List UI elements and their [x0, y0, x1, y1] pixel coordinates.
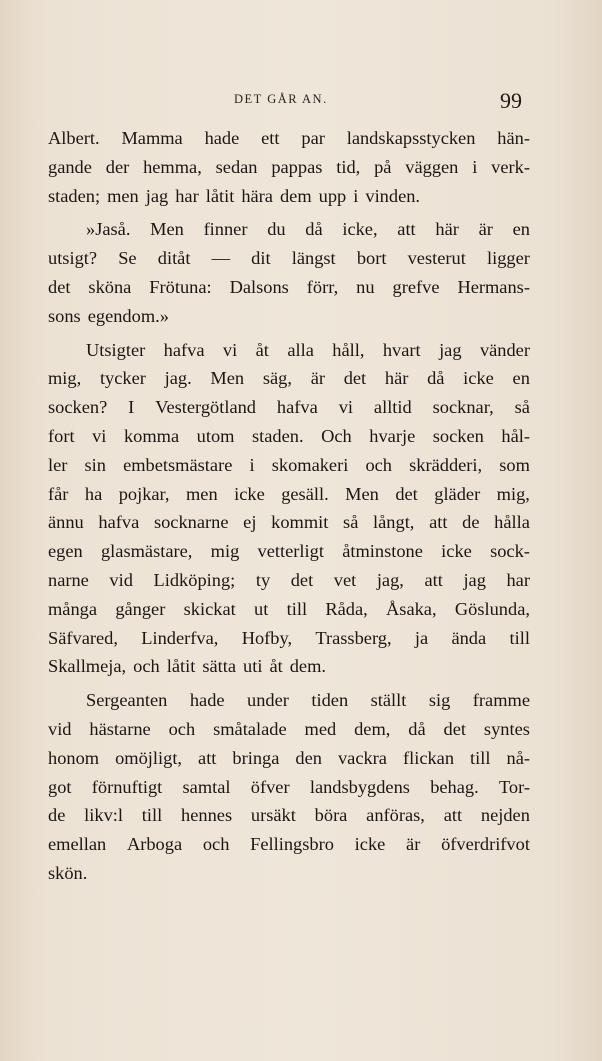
text-line	[48, 336, 530, 365]
word: honom	[48, 747, 100, 768]
word: socknar,	[432, 397, 494, 418]
word: en	[512, 368, 530, 389]
word: grefve	[392, 276, 440, 297]
word: många	[48, 598, 98, 619]
word: så	[343, 512, 359, 533]
word: Lidköping;	[153, 569, 236, 590]
word: ligger	[486, 248, 530, 269]
word: sedan	[215, 156, 258, 177]
word: socknarne	[153, 512, 229, 533]
text-line	[48, 244, 530, 273]
word: de	[462, 512, 480, 533]
word: så	[514, 397, 530, 418]
word: ursäkt	[250, 805, 296, 826]
word: Men	[150, 219, 184, 240]
word: »Jaså.	[86, 219, 131, 240]
word: låtit	[205, 185, 235, 206]
word: det	[48, 276, 71, 297]
word: småtalade	[213, 718, 287, 739]
word: då	[408, 718, 426, 739]
word: anföras,	[366, 805, 425, 826]
word: icke,	[342, 219, 378, 240]
word: Skallmeja,	[48, 656, 127, 677]
word: syntes	[483, 718, 530, 739]
word: gånger	[115, 598, 166, 619]
word: håll,	[332, 339, 365, 360]
word: landsbygdens	[309, 776, 410, 797]
word: gande	[48, 156, 92, 177]
word: bringa	[232, 747, 280, 768]
word: utom	[196, 425, 235, 446]
word: egen	[48, 541, 83, 562]
word: att	[443, 805, 463, 826]
word: staden.	[251, 425, 304, 446]
word: upp	[318, 185, 347, 206]
word: här	[435, 219, 459, 240]
word: vi	[338, 397, 353, 418]
word: åt	[269, 656, 283, 677]
word: fort	[48, 425, 75, 446]
word: icke	[354, 834, 386, 855]
word: staden;	[48, 185, 101, 206]
word: Frötuna:	[149, 276, 212, 297]
word: har	[175, 185, 199, 206]
word: men	[107, 185, 139, 206]
word: verk-	[491, 156, 530, 177]
word: väggen	[405, 156, 459, 177]
word: förr,	[306, 276, 339, 297]
word: får	[48, 483, 69, 504]
word: Hofby,	[241, 627, 293, 648]
text-line	[48, 801, 530, 830]
page-header	[48, 88, 522, 118]
word: hvarje	[369, 425, 416, 446]
word: det	[395, 483, 418, 504]
text-line	[48, 773, 530, 802]
word: men	[185, 483, 218, 504]
word: hade	[189, 690, 225, 711]
word: nejden	[480, 805, 530, 826]
word: vet	[333, 569, 357, 590]
word: sin	[84, 454, 106, 475]
word: alla	[287, 339, 314, 360]
word: Dalsons	[229, 276, 289, 297]
word: sköna	[88, 276, 132, 297]
word: hän-	[497, 128, 530, 148]
word: låtit	[166, 656, 196, 677]
word: uti	[243, 656, 263, 677]
word: omöjligt,	[115, 747, 183, 768]
text-line	[48, 537, 530, 566]
word: Tor-	[498, 776, 530, 797]
word: vesterut	[407, 248, 466, 269]
text-line	[48, 652, 530, 681]
word: ett	[261, 128, 280, 148]
word: ut	[254, 598, 269, 619]
word: Sergeanten	[86, 690, 168, 711]
word: hafva	[163, 339, 205, 360]
word: hemma,	[143, 156, 202, 177]
word: långt,	[373, 512, 415, 533]
text-line	[48, 364, 530, 393]
word: du	[267, 219, 286, 240]
word: vid	[109, 569, 133, 590]
word: sons	[48, 305, 81, 326]
word: icke	[441, 541, 472, 562]
word: längst	[291, 248, 336, 269]
word: pojkar,	[118, 483, 170, 504]
text-line	[48, 215, 530, 244]
text-line	[48, 686, 530, 715]
word: att	[429, 512, 448, 533]
word: icke	[463, 368, 494, 389]
word: sig	[428, 690, 451, 711]
text-line	[48, 182, 530, 211]
word: Men	[210, 368, 245, 389]
word: Men	[345, 483, 379, 504]
word: att	[198, 747, 217, 768]
word: öfverdrifvot	[441, 834, 530, 855]
word: och	[202, 834, 230, 855]
text-line	[48, 595, 530, 624]
word: jag	[439, 339, 462, 360]
word: par	[301, 128, 325, 148]
word: då	[305, 219, 323, 240]
word: skickat	[183, 598, 236, 619]
word: nå-	[506, 747, 530, 768]
text-line	[48, 508, 530, 537]
text-line	[48, 715, 530, 744]
running-title: DET GÅR AN.	[234, 92, 328, 106]
word: kommit	[271, 512, 329, 533]
text-line	[48, 480, 530, 509]
text-line	[48, 624, 530, 653]
word: som	[499, 454, 530, 475]
text-line	[48, 124, 530, 153]
word: säg,	[262, 368, 292, 389]
word: komma	[123, 425, 180, 446]
word: jag.	[164, 368, 192, 389]
word: mig	[210, 541, 240, 562]
word: det	[443, 718, 466, 739]
word: mig,	[48, 368, 82, 389]
text-line	[48, 451, 530, 480]
word: till	[141, 805, 163, 826]
word: Hermans-	[457, 276, 530, 297]
word: Utsigter	[86, 339, 146, 360]
word: dem.	[289, 656, 326, 677]
word: vi	[92, 425, 107, 446]
word: till	[509, 627, 530, 648]
word: ty	[255, 569, 271, 590]
word: har	[506, 569, 530, 590]
word: ända	[451, 627, 487, 648]
word: tiden	[311, 690, 349, 711]
word: då	[427, 368, 445, 389]
word: med	[304, 718, 337, 739]
word: skön.	[48, 862, 88, 883]
word: här	[384, 368, 409, 389]
word: ställt	[370, 690, 407, 711]
word: Se	[118, 248, 137, 269]
text-line	[48, 830, 530, 859]
word: åtminstone	[342, 541, 423, 562]
word: hennes	[181, 805, 233, 826]
word: got	[48, 776, 72, 797]
word: och	[133, 656, 160, 677]
word: att	[424, 569, 443, 590]
word: är	[478, 219, 493, 240]
text-line	[48, 566, 530, 595]
word: öfver	[250, 776, 290, 797]
word: och	[168, 718, 196, 739]
word: och	[365, 454, 392, 475]
word: skomakeri	[271, 454, 349, 475]
word: ler	[48, 454, 68, 475]
word: samtal	[182, 776, 231, 797]
word: en	[512, 219, 530, 240]
word: vi	[222, 339, 238, 360]
word: hålla	[494, 512, 530, 533]
text-line	[48, 393, 530, 422]
text-line	[48, 744, 530, 773]
word: tycker	[99, 368, 146, 389]
word: mig,	[496, 483, 530, 504]
word: ja	[414, 627, 429, 648]
word: framme	[472, 690, 530, 711]
word: bort	[356, 248, 387, 269]
text-line	[48, 273, 530, 302]
body-text	[48, 124, 530, 888]
word: jag	[145, 185, 169, 206]
word: hvart	[382, 339, 421, 360]
word: till	[470, 747, 491, 768]
page-number: 99	[500, 88, 522, 113]
word: —	[211, 248, 230, 269]
word: dem	[279, 185, 312, 206]
text-line	[48, 302, 530, 331]
word: Arboga	[126, 834, 183, 855]
word: det	[290, 569, 314, 590]
word: Göslunda,	[454, 598, 530, 619]
word: tid,	[336, 156, 361, 177]
word: de	[48, 805, 66, 826]
word: likv:l	[84, 805, 123, 826]
word: icke	[234, 483, 265, 504]
word: är	[406, 834, 421, 855]
word: socken	[432, 425, 484, 446]
word: vid	[48, 718, 72, 739]
word: emellan	[48, 834, 107, 855]
word: i	[353, 185, 359, 206]
word: på	[374, 156, 392, 177]
word: der	[105, 156, 130, 177]
word: hafva	[98, 512, 140, 533]
word: embetsmästare	[123, 454, 233, 475]
word: är	[310, 368, 325, 389]
word: under	[247, 690, 289, 711]
text-line	[48, 422, 530, 451]
word: sätta	[202, 656, 237, 677]
word: den	[295, 747, 322, 768]
word: nu	[356, 276, 375, 297]
word: Säfvared,	[48, 627, 118, 648]
word: socken?	[48, 397, 108, 418]
word: Vestergötland	[155, 397, 256, 418]
word: hära	[241, 185, 273, 206]
word: ha	[84, 483, 103, 504]
word: finner	[203, 219, 248, 240]
word: pappas	[271, 156, 323, 177]
word: det	[343, 368, 367, 389]
word: landskapsstycken	[346, 128, 476, 148]
word: hästarne	[89, 718, 151, 739]
word: Trassberg,	[315, 627, 392, 648]
word: hafva	[276, 397, 318, 418]
word: Råda,	[325, 598, 368, 619]
word: till	[286, 598, 308, 619]
word: gläder	[434, 483, 481, 504]
word: dit	[251, 248, 271, 269]
word: alltid	[373, 397, 412, 418]
word: att	[397, 219, 416, 240]
word: narne	[48, 569, 89, 590]
word: flickan	[402, 747, 455, 768]
word: vackra	[337, 747, 387, 768]
word: jag,	[376, 569, 404, 590]
word: hade	[204, 128, 240, 148]
word: dem,	[354, 718, 391, 739]
text-line	[48, 153, 530, 182]
word: behag.	[430, 776, 479, 797]
word: vänder	[479, 339, 530, 360]
word: ditåt	[157, 248, 191, 269]
word: i	[249, 454, 255, 475]
word: egendom.»	[87, 305, 169, 326]
word: ännu	[48, 512, 84, 533]
word: förnuftigt	[91, 776, 163, 797]
word: gesäll.	[281, 483, 329, 504]
word: åt	[255, 339, 269, 360]
word: sock-	[490, 541, 530, 562]
word: vinden.	[365, 185, 421, 206]
word: Albert.	[48, 128, 100, 148]
word: glasmästare,	[100, 541, 193, 562]
word: vetterligt	[257, 541, 324, 562]
word: Åsaka,	[386, 598, 437, 619]
word: böra	[314, 805, 348, 826]
word: Fellingsbro	[250, 834, 334, 855]
word: Och	[321, 425, 352, 446]
word: Mamma	[121, 128, 183, 148]
word: skrädderi,	[409, 454, 483, 475]
word: jag	[463, 569, 486, 590]
word: Linderfva,	[141, 627, 219, 648]
word: I	[128, 397, 135, 418]
word: utsigt?	[48, 248, 98, 269]
word: i	[472, 156, 478, 177]
text-line	[48, 859, 530, 888]
word: ej	[243, 512, 257, 533]
word: hål-	[501, 425, 530, 446]
